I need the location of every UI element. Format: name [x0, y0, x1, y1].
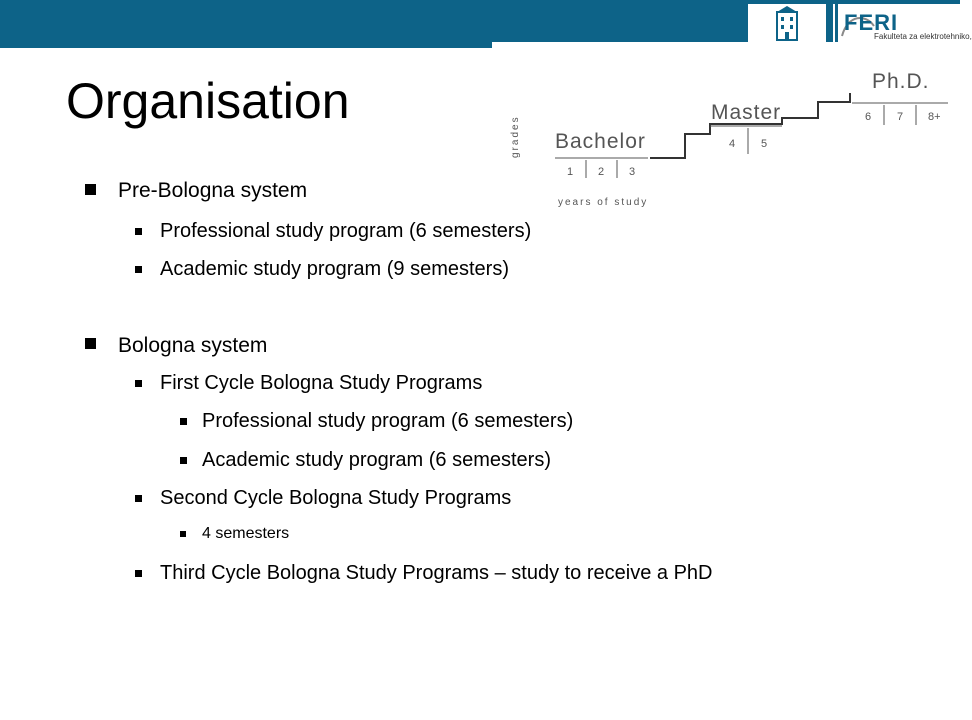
- bullet-second-semesters: 4 semesters: [202, 525, 290, 542]
- bullet-second-cycle: Second Cycle Bologna Study Programs: [160, 487, 512, 509]
- slide-title: Organisation: [66, 73, 350, 129]
- bullet-marker: [135, 570, 142, 577]
- bullet-marker: [85, 338, 96, 349]
- bullet-pre-professional: Professional study program (6 semesters): [160, 220, 532, 242]
- diagram-year-3: 3: [629, 166, 636, 178]
- bullet-bologna: Bologna system: [118, 334, 268, 357]
- bullet-marker: [85, 184, 96, 195]
- diagram-year-8plus: 8+: [928, 111, 941, 123]
- bullet-marker: [135, 495, 142, 502]
- diagram-year-2: 2: [598, 166, 605, 178]
- bullet-pre-bologna: Pre-Bologna system: [118, 179, 308, 202]
- diagram-level-master: Master: [711, 101, 782, 124]
- feri-logo-text: FERI: [844, 10, 899, 35]
- diagram-year-5: 5: [761, 138, 768, 150]
- university-building-logo: [748, 4, 826, 42]
- diagram-year-7: 7: [897, 111, 904, 123]
- feri-logo: [838, 4, 972, 42]
- bullet-marker: [180, 457, 187, 464]
- bullet-marker: [180, 418, 187, 425]
- bullet-third-cycle: Third Cycle Bologna Study Programs – study to receive a PhD: [160, 562, 713, 584]
- bullet-marker: [135, 380, 142, 387]
- diagram-year-1: 1: [567, 166, 574, 178]
- bullet-marker: [135, 266, 142, 273]
- diagram-year-4: 4: [729, 138, 736, 150]
- diagram-axis-years: years of study: [558, 197, 649, 208]
- diagram-level-bachelor: Bachelor: [555, 130, 646, 153]
- study-levels-diagram: [500, 62, 960, 222]
- bullet-marker: [135, 228, 142, 235]
- bullet-first-academic: Academic study program (6 semesters): [202, 449, 552, 471]
- bullet-first-professional: Professional study program (6 semesters): [202, 410, 574, 432]
- header-notch: [492, 42, 960, 50]
- bullet-first-cycle: First Cycle Bologna Study Programs: [160, 372, 483, 394]
- diagram-level-phd: Ph.D.: [872, 70, 930, 93]
- diagram-year-6: 6: [865, 111, 872, 123]
- diagram-axis-grades: grades: [510, 115, 521, 158]
- feri-logo-subtitle: Fakulteta za elektrotehniko,: [874, 32, 972, 41]
- logo-divider: [833, 4, 835, 42]
- bullet-pre-academic: Academic study program (9 semesters): [160, 258, 510, 280]
- bullet-marker: [180, 531, 186, 537]
